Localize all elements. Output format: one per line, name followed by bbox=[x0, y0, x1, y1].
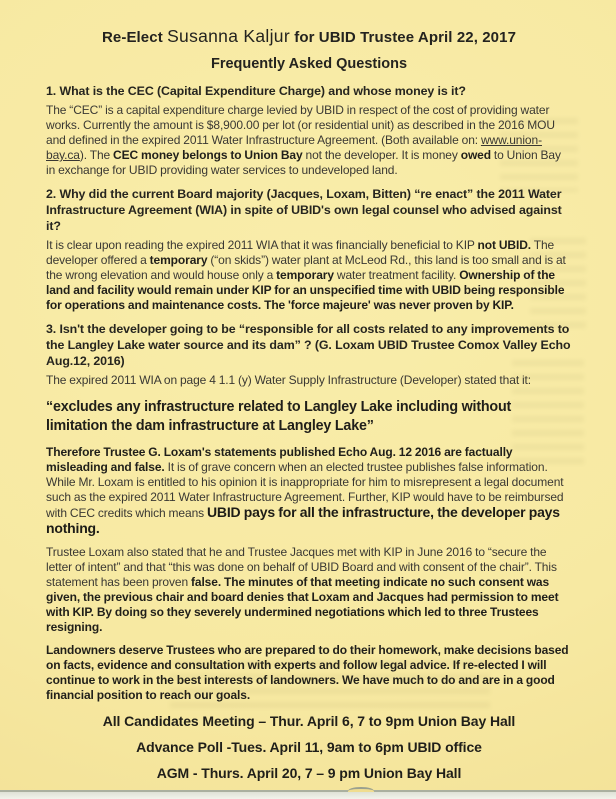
event-schedule bbox=[46, 713, 572, 799]
ubid-pays-statement: UBID pays for all the infrastructure, the developer pays nothing. bbox=[46, 504, 560, 536]
text-run-bold: temporary bbox=[276, 268, 334, 282]
text-run: (“on skids”) water plant at McLeod Rd., this land is too small and is at the wrong elevation and would house only a bbox=[46, 253, 566, 282]
text-run: water treatment facility. bbox=[333, 268, 460, 282]
therefore-paragraph bbox=[46, 445, 572, 537]
text-run: It is of grave concern when an elected trustee publishes false information. While Mr. Loxam is entitled to his opinion it is inappropriate for him to misrepresent a legal document such as the expired 2011 Water Infrastructure Agreement. Further, KIP would have to be reimbursed with CEC credits which means bbox=[46, 460, 564, 520]
text-run-bold: CEC money belongs to Union Bay bbox=[113, 148, 303, 162]
question-2-heading: 2. Why did the current Board majority (Jacques, Loxam, Bitten) “re enact” the 2011 Water Infrastructure Agreement (WIA) in spite of UBID's own legal counsel who advised against it? bbox=[46, 187, 562, 233]
subtitle-faq: Frequently Asked Questions bbox=[210, 56, 408, 72]
text-run-bold: not UBID. bbox=[477, 238, 532, 252]
text-run-bold: false. The minutes of that meeting indicate no such consent was given, the previous chair and board denies that Loxam and Jacques had permission to meet with KIP. By doing so they severely undermined negotiations which led to three Trustees resigning. bbox=[46, 575, 559, 634]
page-title bbox=[46, 26, 572, 48]
answer-1-paragraph bbox=[46, 103, 572, 178]
text-run: The developer offered a bbox=[46, 238, 555, 267]
text-run-bold: Ownership of the land and facility would remain under KIP for an unspecified time with UBID being responsible for operations and maintenance costs. The 'force majeure' was never proven by KIP. bbox=[46, 268, 565, 312]
event-advance-poll: Advance Poll -Tues. April 11, 9am to 6pm UBID office bbox=[136, 739, 482, 755]
text-run-bold: temporary bbox=[149, 253, 208, 267]
text-run: ). The bbox=[79, 148, 114, 162]
text-run: The “CEC” is a capital expenditure charge levied by UBID in respect of the cost of providing water works. Currently the amount is $8,900.00 per lot (or residential unit) as described in the 2016 MOU and defined in the expired 2011 Water Infrastructure Agreement. (Both available on: bbox=[46, 103, 555, 147]
loxam-meeting-paragraph bbox=[46, 545, 572, 635]
union-bay-url: www.union-bay.ca bbox=[46, 133, 542, 162]
text-run: It is clear upon reading the expired 2011 WIA that it was financially beneficial to KIP bbox=[46, 238, 478, 252]
question-3-heading: 3. Isn't the developer going to be “responsible for all costs related to any improvements to the Langley Lake water source and its dam” ? (G. Loxam UBID Trustee Comox Valley Echo Aug.12, 2016) bbox=[46, 322, 571, 368]
candidate-name: Susanna Kaljur bbox=[167, 26, 290, 46]
answer-2-paragraph bbox=[46, 238, 572, 313]
title-suffix: for UBID Trustee April 22, 2017 bbox=[289, 29, 517, 46]
text-run: to Union Bay in exchange for UBID providing water services to undeveloped land. bbox=[46, 148, 561, 177]
text-run: not the developer. It is money bbox=[302, 148, 461, 162]
question-1-heading: 1. What is the CEC (Capital Expenditure Charge) and whose money is it? bbox=[46, 84, 466, 98]
wia-intro-line: The expired 2011 WIA on page 4 1.1 (y) Water Supply Infrastructure (Developer) stated that it: bbox=[46, 373, 532, 387]
wia-quote-block: “excludes any infrastructure related to Langley Lake including without limitation the dam infrastructure at Langley Lake” bbox=[46, 399, 512, 434]
scanner-bed-strip bbox=[0, 792, 616, 799]
text-run-bold: Therefore Trustee G. Loxam's statements published Echo Aug. 12 2016 are factually misleading and false. bbox=[46, 445, 513, 474]
closing-paragraph: Landowners deserve Trustees who are prepared to do their homework, make decisions based on facts, evidence and consultation with experts and follow legal advice. If re-elected I will continue to work in the best interests of landowners. We have much to do and are in a good financial position to reach our goals. bbox=[46, 643, 569, 702]
event-agm: AGM - Thurs. April 20, 7 – 9 pm Union Bay Hall bbox=[156, 765, 462, 781]
text-run-bold: owed bbox=[460, 148, 491, 162]
title-prefix: Re-Elect bbox=[101, 29, 168, 46]
event-all-candidates-meeting: All Candidates Meeting – Thur. April 6, 7 to 9pm Union Bay Hall bbox=[102, 713, 516, 729]
text-run: Trustee Loxam also stated that he and Trustee Jacques met with KIP in June 2016 to “secure the letter of intent” and that “this was done on behalf of UBID Board and with consent of the chair”. This statement has been proven bbox=[46, 545, 557, 589]
